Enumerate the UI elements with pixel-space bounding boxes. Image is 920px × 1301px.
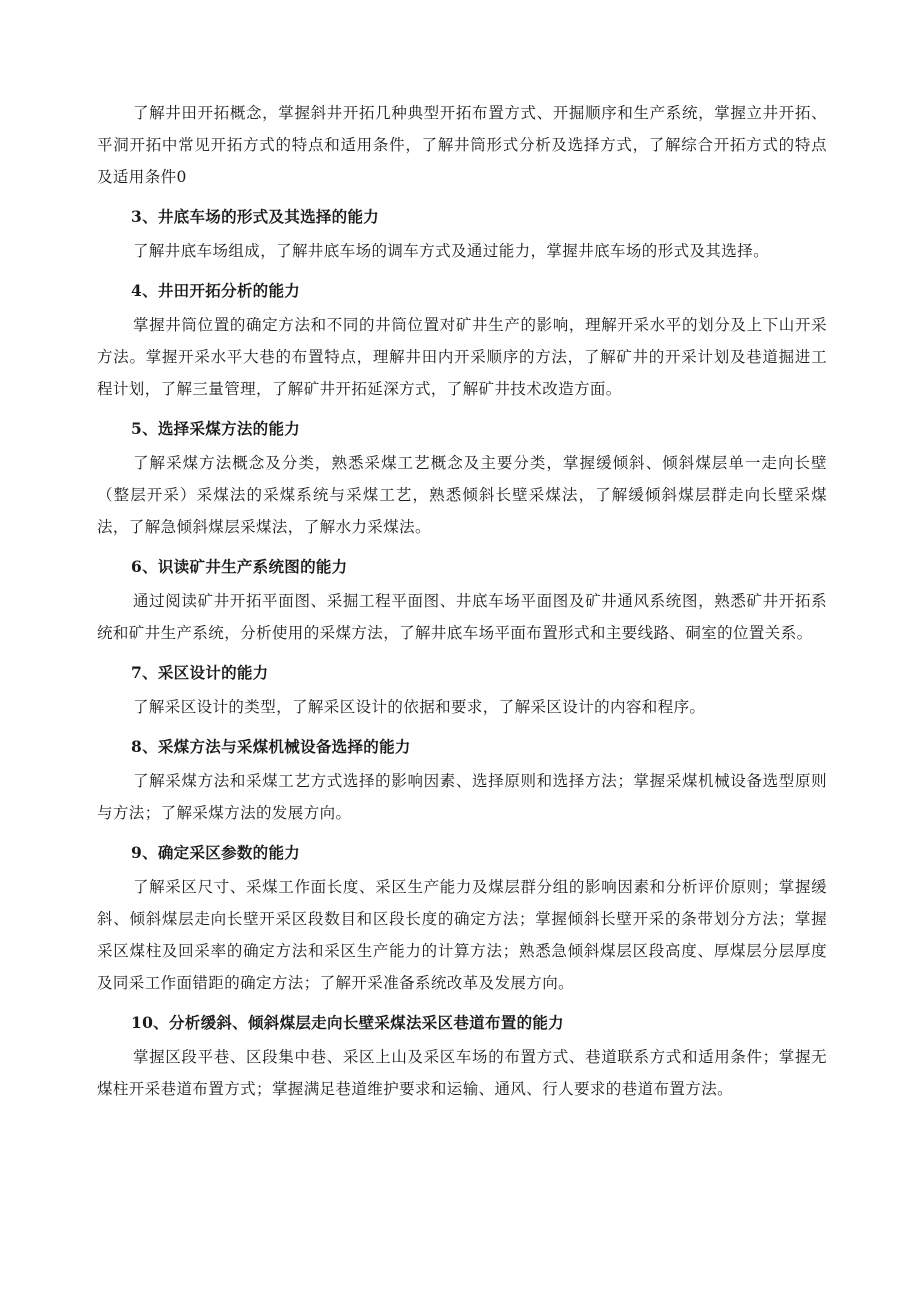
section-heading-10: 10、分析缓斜、倾斜煤层走向长壁采煤法采区巷道布置的能力 (131, 1012, 564, 1032)
section-heading-5: 5、选择采煤方法的能力 (131, 418, 301, 438)
intro-paragraph: 了解井田开拓概念，掌握斜井开拓几种典型开拓布置方式、开掘顺序和生产系统，掌握立井开拓、平洞开拓中常见开拓方式的特点和适用条件，了解井筒形式分析及选择方式，了解综合开拓方式的特点及适用条件0 (97, 104, 827, 186)
document-page (97, 97, 827, 1110)
section-body-9: 了解采区尺寸、采煤工作面长度、采区生产能力及煤层群分组的影响因素和分析评价原则；掌握缓斜、倾斜煤层走向长壁开采区段数目和区段长度的确定方法；掌握倾斜长壁开采的条带划分方法；掌握采区煤柱及回采率的确定方法和采区生产能力的计算方法；熟悉急倾斜煤层区段高度、厚煤层分层厚度及同采工作面错距的确定方法；了解开采准备系统改革及发展方向。 (97, 878, 827, 992)
section-body-4: 掌握井筒位置的确定方法和不同的井筒位置对矿井生产的影响，理解开采水平的划分及上下山开采方法。掌握开采水平大巷的布置特点，理解井田内开采顺序的方法，了解矿井的开采计划及巷道掘进工程计划，了解三量管理，了解矿井开拓延深方式，了解矿井技术改造方面。 (97, 316, 827, 398)
section-heading-7: 7、采区设计的能力 (131, 662, 269, 682)
section-body-10: 掌握区段平巷、区段集中巷、采区上山及采区车场的布置方式、巷道联系方式和适用条件；掌握无煤柱开采巷道布置方式；掌握满足巷道维护要求和运输、通风、行人要求的巷道布置方法。 (97, 1048, 827, 1098)
section-heading-8: 8、采煤方法与采煤机械设备选择的能力 (131, 736, 411, 756)
section-body-6: 通过阅读矿井开拓平面图、采掘工程平面图、井底车场平面图及矿井通风系统图，熟悉矿井开拓系统和矿井生产系统，分析使用的采煤方法，了解井底车场平面布置形式和主要线路、硐室的位置关系。 (97, 592, 827, 642)
section-body-3: 了解井底车场组成，了解井底车场的调车方式及通过能力，掌握井底车场的形式及其选择。 (133, 242, 770, 260)
section-heading-6: 6、识读矿井生产系统图的能力 (131, 556, 348, 576)
section-heading-9: 9、确定采区参数的能力 (131, 842, 301, 862)
section-body-7: 了解采区设计的类型，了解采区设计的依据和要求，了解采区设计的内容和程序。 (133, 698, 706, 716)
section-body-8: 了解采煤方法和采煤工艺方式选择的影响因素、选择原则和选择方法；掌握采煤机械设备选型原则与方法；了解采煤方法的发展方向。 (97, 772, 827, 822)
section-body-5: 了解采煤方法概念及分类，熟悉采煤工艺概念及主要分类，掌握缓倾斜、倾斜煤层单一走向长壁（整层开采）采煤法的采煤系统与采煤工艺，熟悉倾斜长壁采煤法，了解缓倾斜煤层群走向长壁采煤法，了解急倾斜煤层采煤法，了解水力采煤法。 (97, 454, 827, 536)
section-heading-3: 3、井底车场的形式及其选择的能力 (131, 206, 380, 226)
section-heading-4: 4、井田开拓分析的能力 (131, 280, 301, 300)
